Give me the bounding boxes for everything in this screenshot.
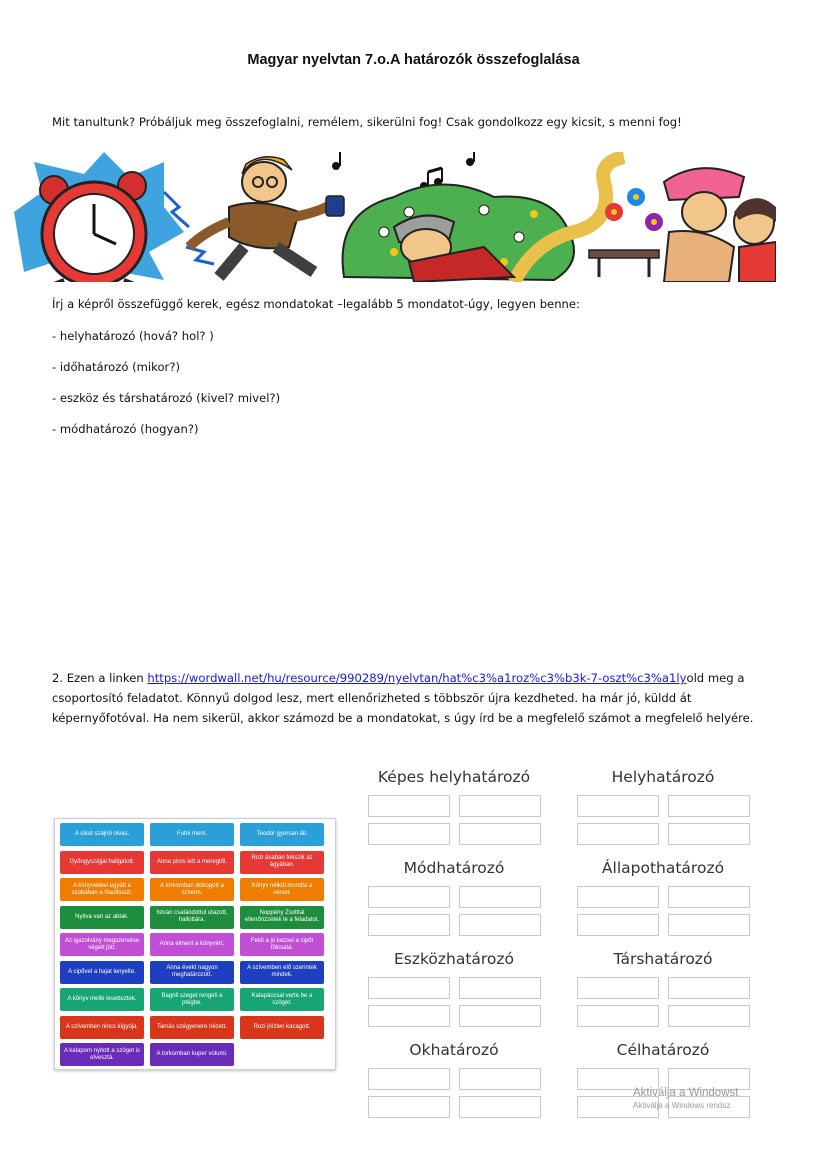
sentence-tile[interactable]: A kalapom nyitott a szöget is elvesztá. [60,1043,144,1066]
sentence-tile[interactable]: A szívemben nincs kígyója. [60,1016,144,1039]
drop-slot[interactable] [577,795,659,817]
drop-slot[interactable] [459,977,541,999]
sentence-tile[interactable]: Bagoll szeget rengeti a ptégbe. [150,988,234,1011]
sentence-tile[interactable]: Futni ment. [150,823,234,846]
group-title: Állapothatározó [601,859,725,877]
sentence-tile[interactable]: Teodor gyorsan áll. [240,823,324,846]
drop-slot[interactable] [668,914,750,936]
task1-instruction: Írj a képről összefüggő kerek, egész mondatokat –legalább 5 mondatot-úgy, legyen benne: [52,297,580,311]
drop-slot[interactable] [577,914,659,936]
drop-slot[interactable] [459,1096,541,1118]
drop-slot[interactable] [459,1005,541,1027]
drop-slot[interactable] [368,823,450,845]
sentence-tile[interactable]: Rozi ásaban fekszik az ágyában. [240,851,324,874]
sentence-tile[interactable]: A könyv mellé lesetteztek. [60,988,144,1011]
alarm-clock-icon [40,172,146,282]
drop-slot[interactable] [668,795,750,817]
sentence-tile[interactable]: Feldi a jó kezsel a cipőt fölcsata. [240,933,324,956]
drop-slot[interactable] [368,886,450,908]
sentence-tile[interactable]: Az igazolvány megszervése végett jött. [60,933,144,956]
running-boy-figure [189,157,344,277]
windows-watermark: Aktiválja a Windowst [633,1087,739,1099]
group-title: Okhatározó [409,1041,499,1059]
task2-paragraph [52,668,776,728]
drop-slot[interactable] [368,795,450,817]
task2-prefix: 2. Ezen a linken [52,671,148,685]
drop-slot[interactable] [577,977,659,999]
task1-item: - helyhatározó (hová? hol? ) [52,329,214,343]
sentence-tile[interactable]: Kalapáccsal verte be a szöget. [240,988,324,1011]
group-title: Helyhatározó [611,768,715,786]
drop-slot[interactable] [459,886,541,908]
drop-slot[interactable] [368,1005,450,1027]
drop-slot[interactable] [459,914,541,936]
sentence-tile[interactable]: A síkot szájról olvas. [60,823,144,846]
sentence-tile[interactable]: Tamás szégyenere nézett. [150,1016,234,1039]
drop-slot[interactable] [668,977,750,999]
drop-slot[interactable] [668,823,750,845]
task1-item: - időhatározó (mikor?) [52,360,180,374]
sentence-tile[interactable]: A torkomban dobogott a szívem. [150,878,234,901]
sentence-tile[interactable]: István csaláódottul utazott, hallottára. [150,906,234,929]
sentence-tile[interactable]: Anna piros lett a meregtől. [150,851,234,874]
task1-item: - módhatározó (hogyan?) [52,422,199,436]
sentence-tile[interactable]: A cipővel a hajat lenyelte. [60,961,144,984]
drop-slot[interactable] [668,886,750,908]
drop-slot[interactable] [459,1068,541,1090]
drop-slot[interactable] [368,914,450,936]
drop-slot[interactable] [577,1005,659,1027]
wordwall-link[interactable]: https://wordwall.net/hu/resource/990289/nyelvtan/hat%c3%a1roz%c3%b3k-7-oszt%c3%a1ly [147,671,687,685]
group-title: Eszközhatározó [393,950,515,968]
sentence-tile[interactable]: Anna elment a könyvért. [150,933,234,956]
drop-slot[interactable] [368,977,450,999]
drop-slot[interactable] [577,823,659,845]
group-title: Célhatározó [616,1041,710,1059]
sentence-tile[interactable]: Rozi jóízlen kacagott. [240,1016,324,1039]
group-title: Társhatározó [613,950,713,968]
page-title: Magyar nyelvtan 7.o.A határozók összefoglalása [247,52,580,68]
sentence-tile[interactable]: Nyitva van az ablak. [60,906,144,929]
group-title: Képes helyhatározó [377,768,531,786]
drop-slot[interactable] [368,1096,450,1118]
sentence-tile[interactable]: Anna évekt nagyon meghatározott. [150,961,234,984]
cartoon-illustration [14,152,776,282]
sentence-tile[interactable]: A torkomban kuper volumi. [150,1043,234,1066]
drop-slot[interactable] [668,1005,750,1027]
sentence-tile[interactable]: A szívemben elő szerintek mindek. [240,961,324,984]
task1-item: - eszköz és társhatározó (kivel? mivel?) [52,391,281,405]
drop-slot[interactable] [368,1068,450,1090]
group-title: Módhatározó [403,859,505,877]
sentence-tile[interactable]: Könyv nélkül mondta a verset. [240,878,324,901]
sentence-tile[interactable]: A könyvekkel együtt a szobában a Nautiluszt. [60,878,144,901]
drop-slot[interactable] [459,795,541,817]
intro-text: Mit tanultunk? Próbáljuk meg összefoglalni, remélem, sikerülni fog! Csak gondolkozz egy kicsit, s menni fog! [52,115,682,129]
task2-rest: old meg a csoportosító feladatot. Könnyű dolgod lesz, mert ellenőrizheted s többször újra kezdheted. ha már jó, küldd át képernyőfotóval. Ha nem sikerül, akkor számozd be a mondatokat, s úgy írd be a megfelelő számot a megfelelő helyére. [52,671,754,725]
drop-slot[interactable] [459,823,541,845]
drop-slot[interactable] [577,886,659,908]
windows-watermark-sub: Aktiválja a Windows rendsz [633,1101,731,1110]
sentence-tile[interactable]: Noppény Zsolttal ellenőrizzetek le a feladatot. [240,906,324,929]
wordwall-tiles-panel [54,818,336,1070]
girl-with-hat-figure [664,168,776,282]
sentence-tile[interactable]: Gyöngyszájjal hallgatott. [60,851,144,874]
